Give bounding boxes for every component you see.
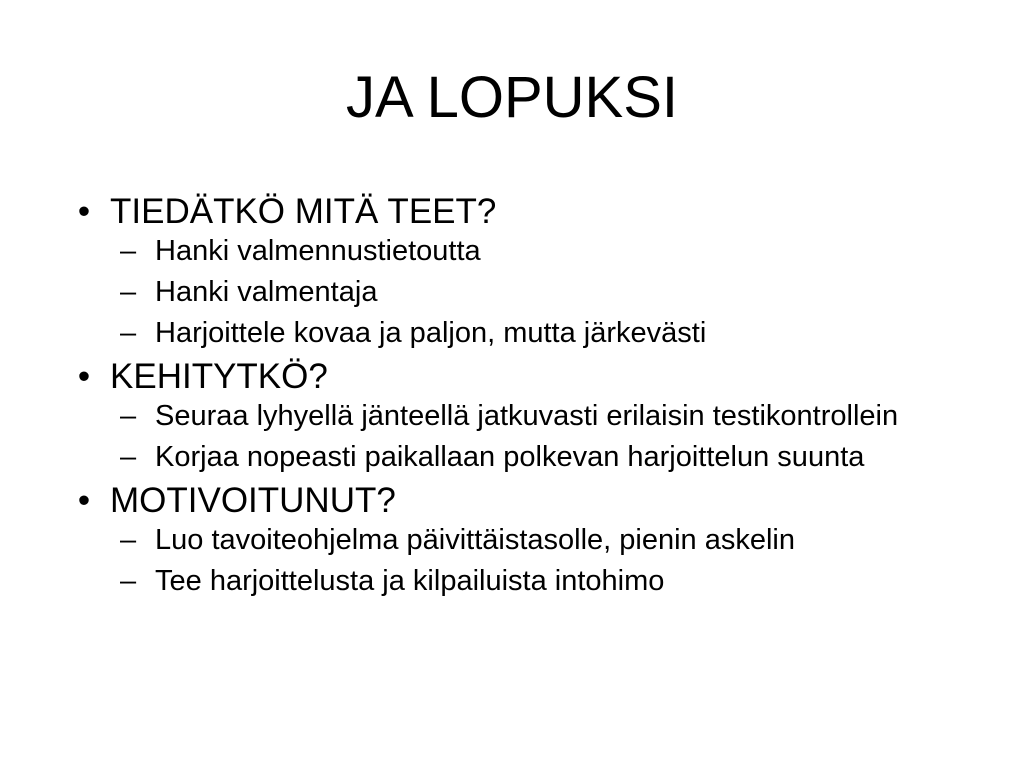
dash-icon: – bbox=[120, 400, 137, 432]
sub-item-text: Hanki valmennustietoutta bbox=[155, 235, 481, 267]
bullet-heading: TIEDÄTKÖ MITÄ TEET? bbox=[110, 192, 497, 231]
bullet-dot-icon: • bbox=[77, 192, 91, 231]
sub-list bbox=[110, 234, 972, 350]
sub-item-text: Hanki valmentaja bbox=[155, 276, 378, 308]
sub-item bbox=[110, 316, 972, 350]
sub-item-text: Korjaa nopeasti paikallaan polkevan harjoittelun suunta bbox=[155, 441, 865, 473]
sub-list bbox=[110, 399, 972, 474]
sub-item bbox=[110, 523, 972, 557]
slide-title: JA LOPUKSI bbox=[345, 65, 679, 130]
sub-item-text: Harjoittele kovaa ja paljon, mutta järkevästi bbox=[155, 317, 707, 349]
bullet-heading: KEHITYTKÖ? bbox=[110, 357, 328, 396]
sub-item-text: Tee harjoittelusta ja kilpailuista intohimo bbox=[155, 565, 665, 597]
sub-item bbox=[110, 234, 972, 268]
dash-icon: – bbox=[120, 441, 137, 473]
sub-item bbox=[110, 275, 972, 309]
dash-icon: – bbox=[120, 524, 137, 556]
bullet-dot-icon: • bbox=[77, 357, 91, 396]
dash-icon: – bbox=[120, 565, 137, 597]
sub-list bbox=[110, 523, 972, 598]
bullet-item-kehitytko bbox=[72, 357, 972, 474]
sub-item-text: Seuraa lyhyellä jänteellä jatkuvasti erilaisin testikontrollein bbox=[155, 400, 899, 432]
sub-item-text: Luo tavoiteohjelma päivittäistasolle, pienin askelin bbox=[155, 524, 795, 556]
bullet-dot-icon: • bbox=[77, 481, 91, 520]
bullet-item-motivoitunut bbox=[72, 481, 972, 598]
dash-icon: – bbox=[120, 317, 137, 349]
dash-icon: – bbox=[120, 276, 137, 308]
bullet-list bbox=[72, 192, 972, 605]
sub-item bbox=[110, 564, 972, 598]
sub-item bbox=[110, 440, 972, 474]
dash-icon: – bbox=[120, 235, 137, 267]
bullet-heading: MOTIVOITUNUT? bbox=[110, 481, 396, 520]
bullet-item-tiedatko bbox=[72, 192, 972, 350]
sub-item bbox=[110, 399, 972, 433]
